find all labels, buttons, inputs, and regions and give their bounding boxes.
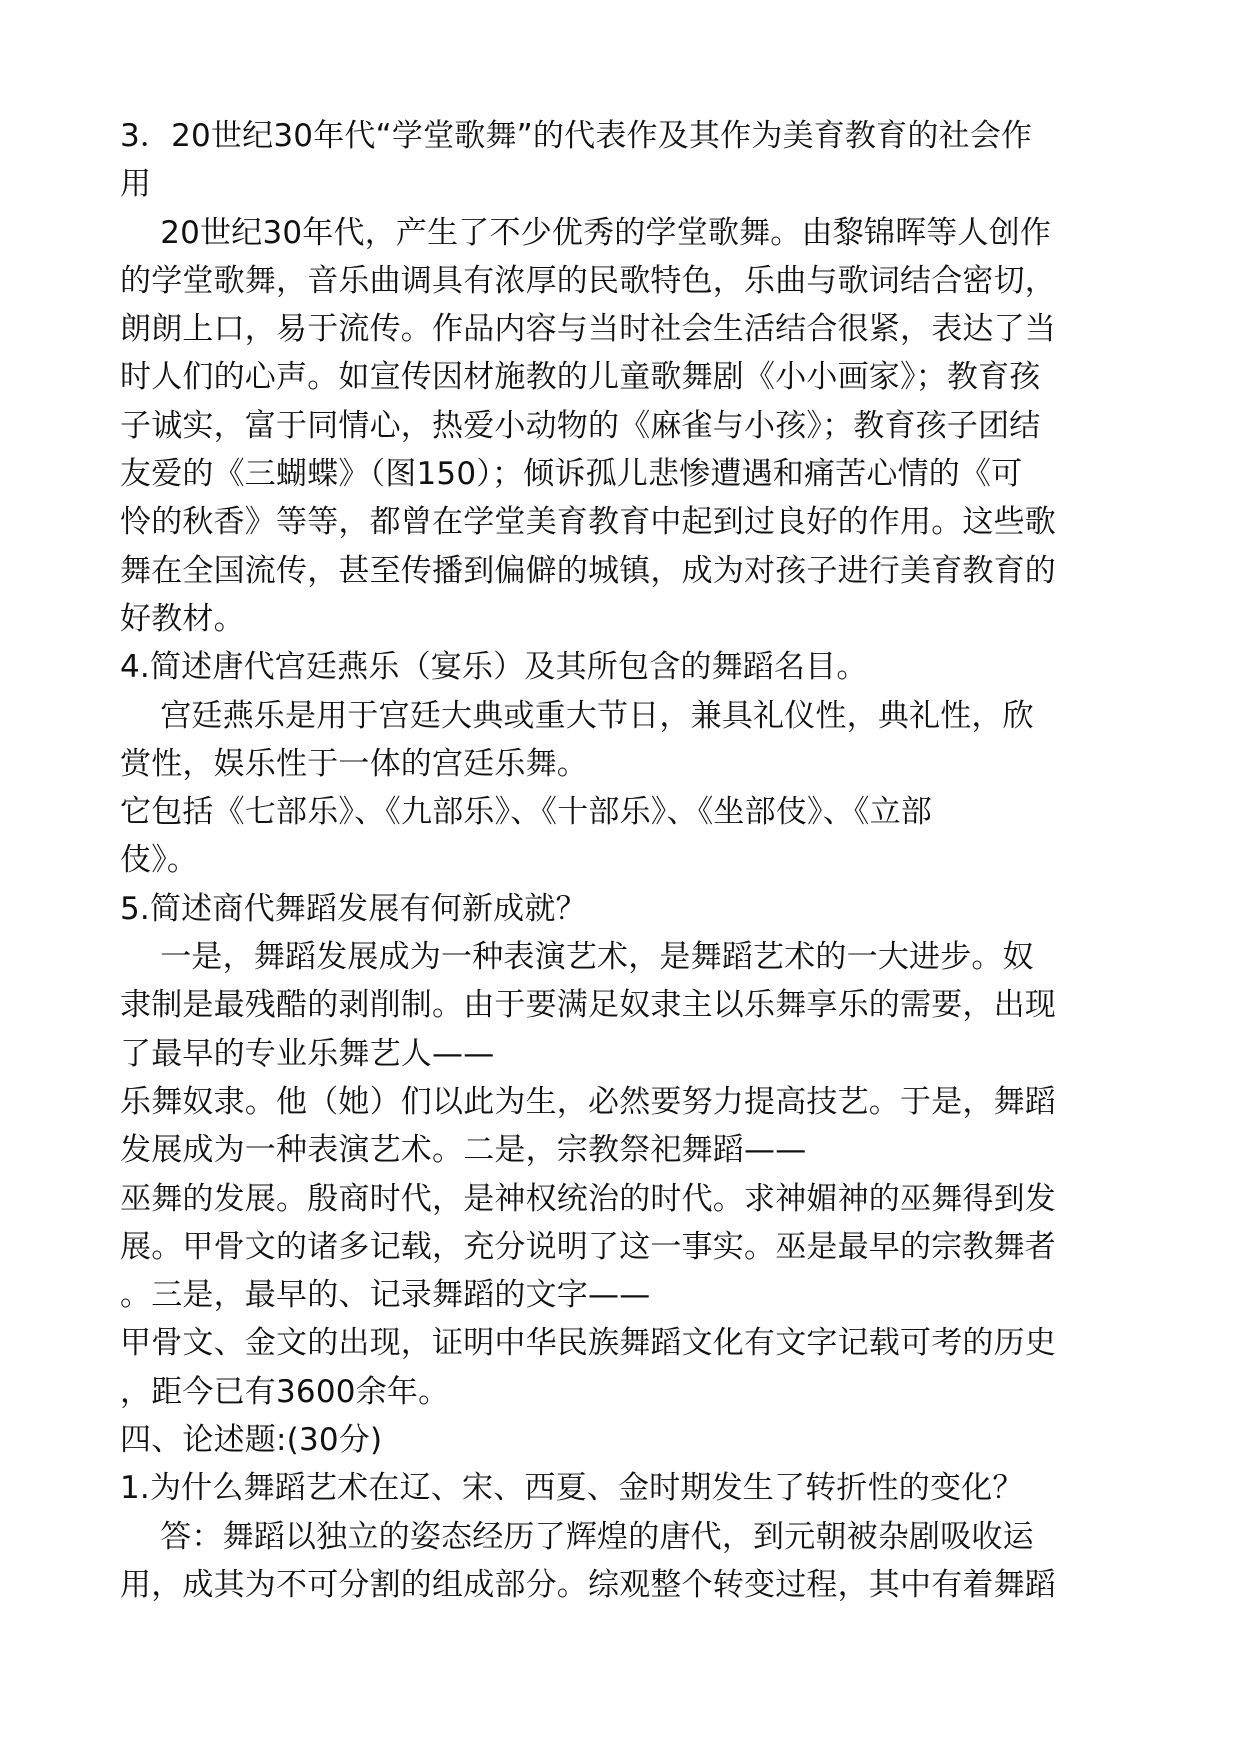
text-line: 答：舞蹈以独立的姿态经历了辉煌的唐代，到元朝被杂剧吸收运 xyxy=(120,1518,1034,1555)
text-line: 赏性，娱乐性于一体的宫廷乐舞。 xyxy=(120,745,588,782)
text-line: 隶制是最残酷的剥削制。由于要满足奴隶主以乐舞享乐的需要，出现 xyxy=(120,987,1056,1024)
text-line: 舞在全国流传，甚至传播到偏僻的城镇，成为对孩子进行美育教育的 xyxy=(120,552,1056,589)
text-line: 5.简述商代舞蹈发展有何新成就？ xyxy=(120,890,587,927)
text-line: 伎》。 xyxy=(120,842,199,879)
text-line: 4.简述唐代宫廷燕乐（宴乐）及其所包含的舞蹈名目。 xyxy=(120,649,868,686)
text-line: 3．20世纪30年代“学堂歌舞”的代表作及其作为美育教育的社会作 xyxy=(120,118,1033,154)
text-line: 展。甲骨文的诸多记载，充分说明了这一事实。巫是最早的宗教舞者 xyxy=(120,1228,1056,1265)
text-line: 的学堂歌舞，音乐曲调具有浓厚的民歌特色，乐曲与歌词结合密切， xyxy=(120,262,1056,299)
text-line: 朗朗上口，易于流传。作品内容与当时社会生活结合很紧，表达了当 xyxy=(120,311,1056,348)
text-line: 用 xyxy=(120,166,152,203)
text-line: 它包括《七部乐》、《九部乐》、《十部乐》、《坐部伎》、《立部 xyxy=(120,794,932,831)
text-line: 了最早的专业乐舞艺人—— xyxy=(120,1035,495,1072)
text-line: 宫廷燕乐是用于宫廷大典或重大节日，兼具礼仪性，典礼性，欣 xyxy=(120,697,1034,734)
text-line: 。三是，最早的、记录舞蹈的文字—— xyxy=(120,1277,651,1314)
text-line: 发展成为一种表演艺术。二是，宗教祭祀舞蹈—— xyxy=(120,1132,807,1169)
text-line: 20世纪30年代，产生了不少优秀的学堂歌舞。由黎锦晖等人创作 xyxy=(120,214,1052,251)
text-line: 1.为什么舞蹈艺术在辽、宋、西夏、金时期发生了转折性的变化？ xyxy=(120,1470,1024,1507)
text-line: 时人们的心声。如宣传因材施教的儿童歌舞剧《小小画家》；教育孩 xyxy=(120,359,1041,396)
text-line: 巫舞的发展。殷商时代，是神权统治的时代。求神媚神的巫舞得到发 xyxy=(120,1180,1056,1217)
text-line: 一是，舞蹈发展成为一种表演艺术，是舞蹈艺术的一大进步。奴 xyxy=(120,939,1034,976)
document-page xyxy=(120,112,1130,1609)
text-line: 怜的秋香》等等，都曾在学堂美育教育中起到过良好的作用。这些歌 xyxy=(120,504,1056,541)
text-line: 甲骨文、金文的出现，证明中华民族舞蹈文化有文字记载可考的历史 xyxy=(120,1325,1056,1362)
text-line: 四、论述题:(30分) xyxy=(120,1422,383,1459)
text-line: 好教材。 xyxy=(120,600,245,637)
text-line: ，距今已有3600余年。 xyxy=(120,1373,450,1410)
text-line: 乐舞奴隶。他（她）们以此为生，必然要努力提高技艺。于是，舞蹈 xyxy=(120,1083,1056,1120)
text-line: 友爱的《三蝴蝶》（图150）；倾诉孤儿悲惨遭遇和痛苦心情的《可 xyxy=(120,456,1023,493)
text-line: 用，成其为不可分割的组成部分。综观整个转变过程，其中有着舞蹈 xyxy=(120,1566,1056,1603)
text-line: 子诚实，富于同情心，热爱小动物的《麻雀与小孩》；教育孩子团结 xyxy=(120,407,1041,444)
